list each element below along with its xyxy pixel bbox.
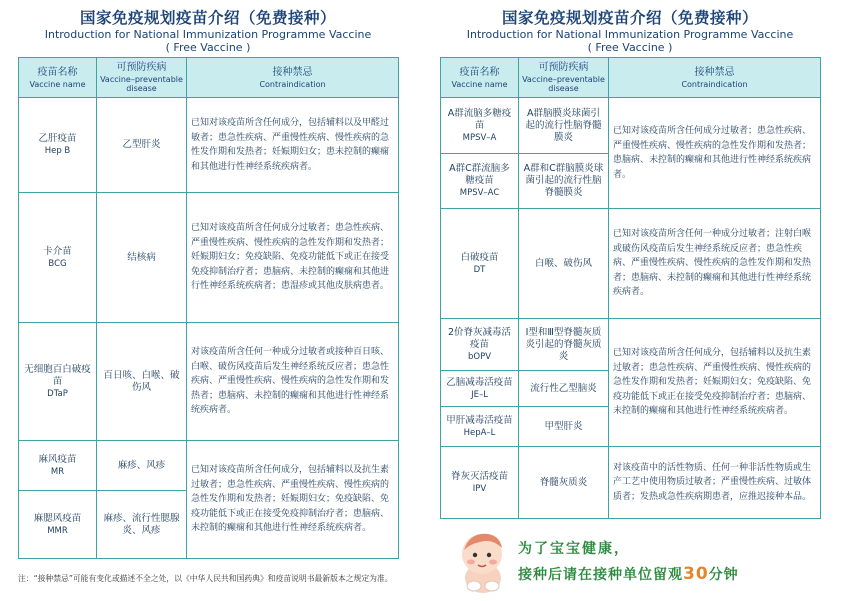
footnote: 注：“接种禁忌”可能有变化或描述不全之处，以《中华人民共和国药典》和疫苗说明书最新版本之规定为准。: [18, 574, 393, 583]
table-row: [441, 209, 821, 319]
table-row: [441, 98, 821, 154]
disease-cell: A群脑膜炎球菌引起的流行性脑脊髓膜炎: [519, 98, 609, 154]
vaccine-name-cell: 脊灰灭活疫苗 IPV: [441, 447, 519, 519]
vaccine-table-left: [18, 57, 399, 559]
disease-cell: 白喉、破伤风: [519, 209, 609, 319]
page-title-en: Introduction for National Immunization Programme Vaccine: [44, 28, 372, 41]
vaccine-name-cell: 麻风疫苗 MR: [19, 441, 97, 491]
contraindication-cell: 对该疫苗中的活性物质、任何一种非活性物质或生产工艺中使用物质过敏者；严重慢性疾病、过敏体质者；发热或急性疾病期患者，应推迟接种本品。: [609, 447, 821, 519]
vaccine-name-cell: 卡介苗 BCG: [19, 193, 97, 323]
table-row: [441, 319, 821, 371]
disease-cell: 麻疹、风疹: [97, 441, 187, 491]
vaccine-name-cell: 无细胞百白破疫苗 DTaP: [19, 323, 97, 441]
table-row: [19, 98, 399, 193]
disease-cell: 脊髓灰质炎: [519, 447, 609, 519]
header-disease: 可预防疾病 Vaccine–preventable disease: [519, 58, 609, 98]
disease-cell: 甲型肝炎: [519, 407, 609, 447]
contraindication-cell: 已知对该疫苗所含任何一种成分过敏者；注射白喉或破伤风疫苗后发生神经系统反应者；患急性疾病、严重慢性疾病、慢性疾病的急性发作期和发热者；患脑病、未控制的癫痫和其他进行性神经系统疾病者。: [609, 209, 821, 319]
disease-cell: A群和C群脑膜炎球菌引起的流行性脑脊髓膜炎: [519, 154, 609, 209]
disease-cell: 结核病: [97, 193, 187, 323]
vaccine-name-cell: A群C群流脑多糖疫苗 MPSV–AC: [441, 154, 519, 209]
table-header-row: [441, 58, 821, 98]
contraindication-cell: 已知对该疫苗所含任何成分过敏者；患急性疾病、严重慢性疾病、慢性疾病的急性发作期和发热者；妊娠期妇女；免疫缺陷、免疫功能低下或正在接受免疫抑制治疗者；患脑病、未控制的癫痫和其他进行性神经系统疾病者；患湿疹或其他皮肤病患者。: [187, 193, 399, 323]
disease-cell: 流行性乙型脑炎: [519, 371, 609, 407]
observation-minutes: 30: [683, 564, 709, 584]
left-page: [18, 0, 398, 559]
baby-illustration-icon: [452, 528, 514, 596]
table-header-row: [19, 58, 399, 98]
vaccine-name-cell: 2价脊灰减毒活疫苗 bOPV: [441, 319, 519, 371]
disease-cell: 百日咳、白喉、破伤风: [97, 323, 187, 441]
header-contraindication: 接种禁忌 Contraindication: [609, 58, 821, 98]
header-contraindication: 接种禁忌 Contraindication: [187, 58, 399, 98]
header-disease: 可预防疾病 Vaccine–preventable disease: [97, 58, 187, 98]
table-row: [19, 193, 399, 323]
disease-cell: 麻疹、流行性腮腺炎、风疹: [97, 491, 187, 559]
contraindication-cell: 已知对该疫苗所含任何成分，包括辅料以及甲醛过敏者；患急性疾病、严重慢性疾病、慢性疾病的急性发作期和发热者；妊娠期妇女；患未控制的癫痫和其他进行性神经系统疾病者。: [187, 98, 399, 193]
right-page: [440, 0, 820, 519]
contraindication-cell: 已知对该疫苗所含任何成分，包括辅料以及抗生素过敏者；患急性疾病、严重慢性疾病、慢性疾病的急性发作期和发热者；妊娠期妇女；免疫缺陷、免疫功能低下或正在接受免疫抑制治疗者；患脑病、未控制的癫痫和其他进行性神经系统疾病者。: [609, 319, 821, 447]
contraindication-cell: 对该疫苗所含任何一种成分过敏者或接种百日咳、白喉、破伤风疫苗后发生神经系统反应者；患急性疾病、严重慢性疾病、慢性疾病的急性发作期和发热者；患脑病、未控制的癫痫和其他进行性神经系统疾病者。: [187, 323, 399, 441]
contraindication-cell: 已知对该疫苗所含任何成分，包括辅料以及抗生素过敏者；患急性疾病、严重慢性疾病、慢性疾病的急性发作期和发热者；妊娠期妇女；免疫缺陷、免疫功能低下或正在接受免疫抑制治疗者；患脑病、未控制的癫痫和其他进行性神经系统疾病者。: [187, 441, 399, 559]
observation-banner: [452, 528, 822, 598]
vaccine-name-cell: 乙肝疫苗 Hep B: [19, 98, 97, 193]
table-row: [441, 447, 821, 519]
page-title-en: Introduction for National Immunization Programme Vaccine: [466, 28, 794, 41]
banner-line-1: 为了宝宝健康，: [518, 541, 630, 557]
disease-cell: 乙型肝炎: [97, 98, 187, 193]
page-subtitle-en: ( Free Vaccine ): [165, 41, 251, 54]
vaccine-table-right: [440, 57, 821, 519]
table-row: [19, 323, 399, 441]
vaccine-name-cell: 乙脑减毒活疫苗 JE–L: [441, 371, 519, 407]
contraindication-cell: 已知对该疫苗所含任何成分过敏者；患急性疾病、严重慢性疾病、慢性疾病的急性发作期和发热者；患脑病、未控制的癫痫和其他进行性神经系统疾病者。: [609, 98, 821, 209]
header-vaccine-name: 疫苗名称 Vaccine name: [19, 58, 97, 98]
banner-line-2: 接种后请在接种单位留观30分钟: [518, 564, 739, 584]
disease-cell: Ⅰ型和Ⅲ型脊髓灰质炎引起的脊髓灰质炎: [519, 319, 609, 371]
vaccine-name-cell: 甲肝减毒活疫苗 HepA–L: [441, 407, 519, 447]
table-row: [19, 441, 399, 491]
vaccine-name-cell: 麻腮风疫苗 MMR: [19, 491, 97, 559]
page-subtitle-en: ( Free Vaccine ): [587, 41, 673, 54]
vaccine-name-cell: 白破疫苗 DT: [441, 209, 519, 319]
page-title-cn: 国家免疫规划疫苗介绍（免费接种）: [501, 9, 758, 27]
vaccine-name-cell: A群流脑多糖疫苗 MPSV–A: [441, 98, 519, 154]
page-title-cn: 国家免疫规划疫苗介绍（免费接种）: [79, 9, 336, 27]
header-vaccine-name: 疫苗名称 Vaccine name: [441, 58, 519, 98]
